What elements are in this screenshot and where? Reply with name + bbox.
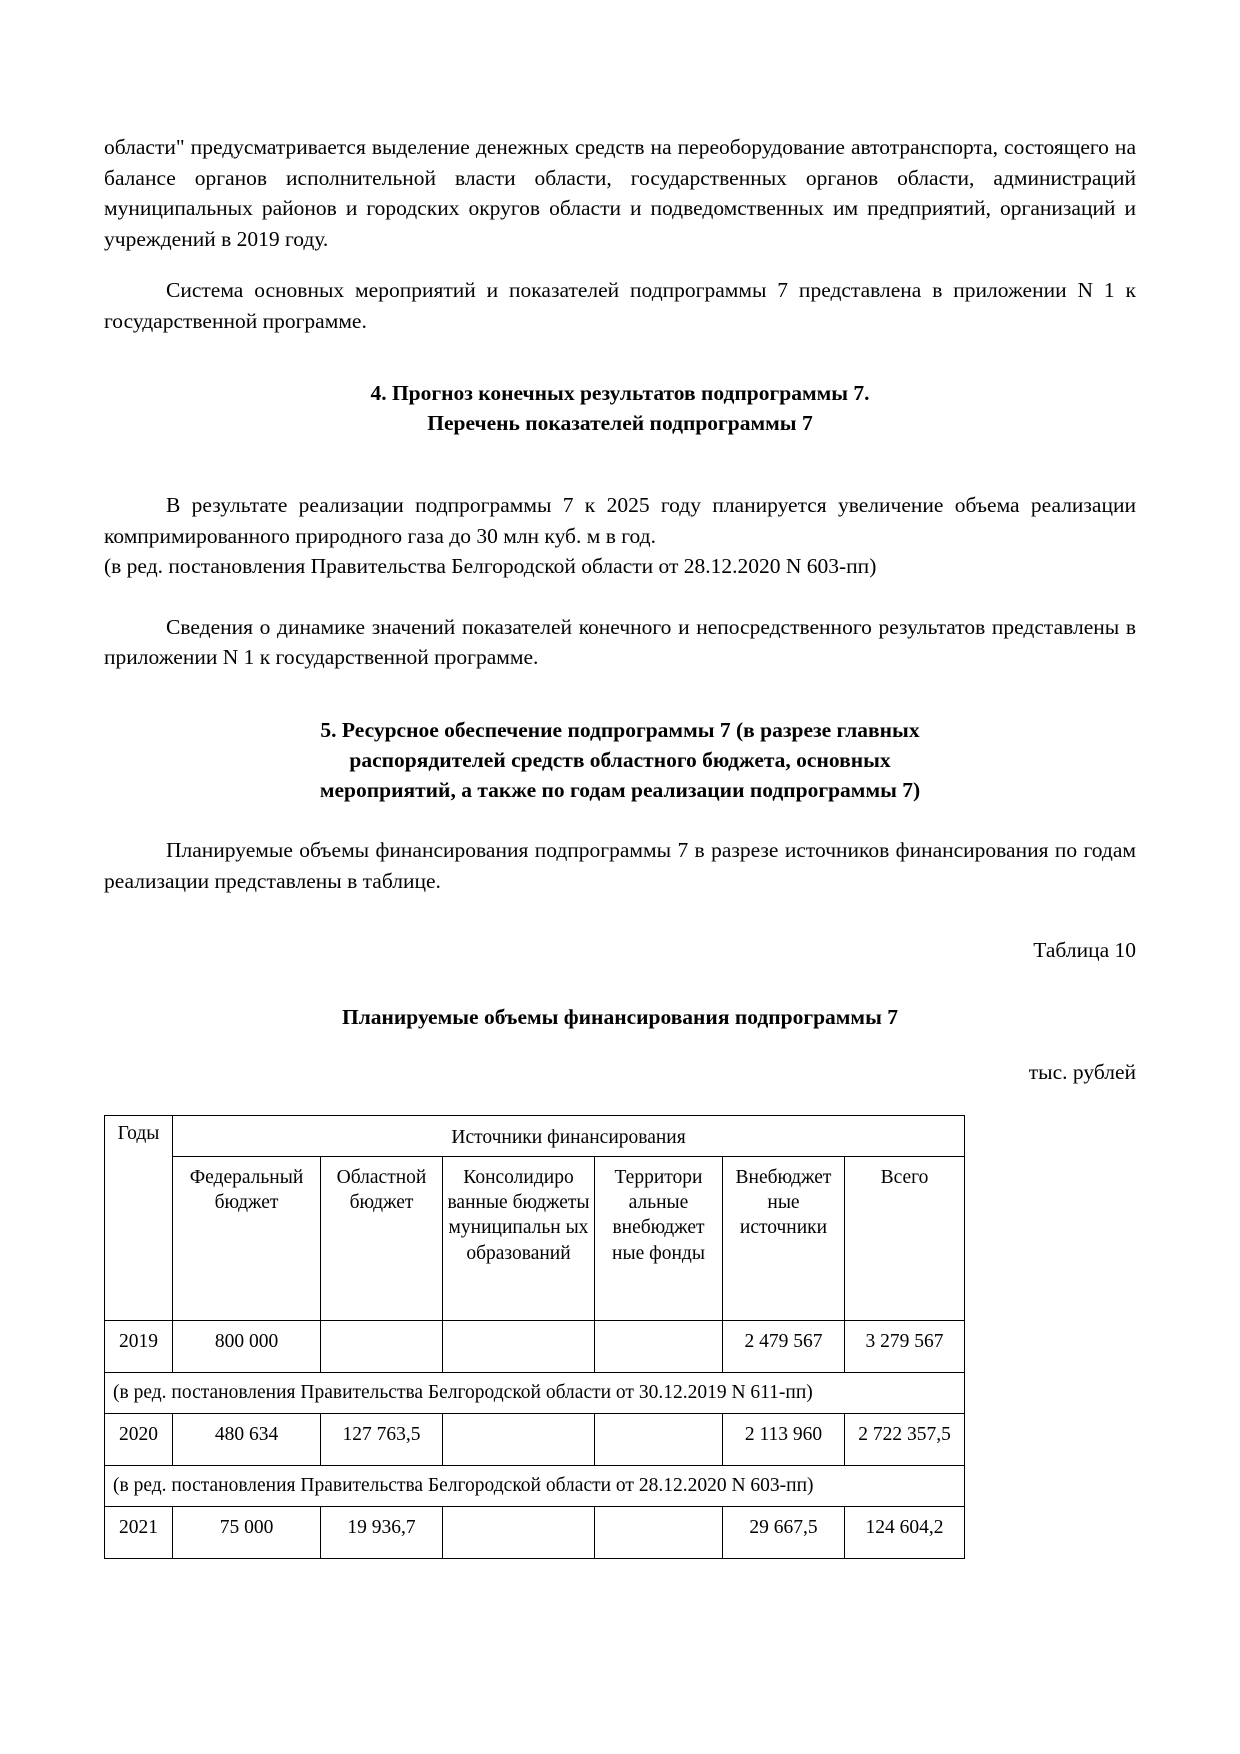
cell-municipal [443,1413,595,1465]
cell-municipal [443,1320,595,1372]
header-regional-budget: Областной бюджет [321,1156,443,1320]
section-heading-5-line-1: 5. Ресурсное обеспечение подпрограммы 7 (в разрезе главных [320,717,920,742]
table-note-row [105,1465,965,1506]
spacer [104,254,1136,275]
paragraph-system-measures: Система основных мероприятий и показателей подпрограммы 7 представлена в приложении N 1 к государственной программе. [104,278,1136,333]
spacer [104,673,1136,715]
header-extrabudget-sources: Внебюджет ные источники [723,1156,845,1320]
cell-year: 2021 [105,1506,173,1558]
cell-federal: 800 000 [173,1320,321,1372]
section-heading-5-line-2: распорядителей средств областного бюджета, основных [349,747,891,772]
cell-federal: 480 634 [173,1413,321,1465]
cell-year: 2019 [105,1320,173,1372]
cell-regional [321,1320,443,1372]
section-heading-4-line-2: Перечень показателей подпрограммы 7 [427,411,813,436]
cell-regional: 127 763,5 [321,1413,443,1465]
cell-regional: 19 936,7 [321,1506,443,1558]
spacer [104,438,1136,490]
cell-territorial [595,1506,723,1558]
table-row [105,1320,965,1372]
cell-year: 2020 [105,1413,173,1465]
paragraph-forecast-result: В результате реализации подпрограммы 7 к 2025 году планируется увеличение объема реализации компримированного природного газа до 30 млн куб. м в год. [104,493,1136,548]
paragraph-planned-volumes: Планируемые объемы финансирования подпрограммы 7 в разрезе источников финансирования по годам реализации представлены в таблице. [104,838,1136,893]
paragraph-forecast-amendment-note: (в ред. постановления Правительства Белгородской области от 28.12.2020 N 603-пп) [104,554,877,579]
financing-table [104,1115,965,1558]
cell-total: 3 279 567 [845,1320,965,1372]
header-total: Всего [845,1156,965,1320]
paragraph-continuation: области" предусматривается выделение денежных средств на переоборудование автотранспорта, состоящего на балансе органов исполнительной власти области, государственных органов области, администраций муниципальных районов и городских округов области и подведомственных им предприятий, организаций и учреждений в 2019 году. [104,135,1136,251]
section-heading-5-line-3: мероприятий, а также по годам реализации подпрограммы 7) [319,778,921,803]
table-row [105,1506,965,1558]
table-note-row [105,1372,965,1413]
table-head [105,1116,965,1320]
spacer [104,805,1136,835]
cell-amendment-note: (в ред. постановления Правительства Белгородской области от 28.12.2020 N 603-пп) [105,1465,965,1506]
table-caption: Таблица 10 [1033,938,1136,963]
table-header-row-top [105,1116,965,1156]
cell-extrabudget: 2 479 567 [723,1320,845,1372]
table-units: тыс. рублей [1028,1060,1136,1085]
cell-territorial [595,1320,723,1372]
cell-total: 124 604,2 [845,1506,965,1558]
section-heading-4 [104,378,1136,438]
cell-municipal [443,1506,595,1558]
header-territorial-funds: Территори альные внебюджет ные фонды [595,1156,723,1320]
cell-total: 2 722 357,5 [845,1413,965,1465]
header-municipal-budgets: Консолидиро ванные бюджеты муниципальн ых образований [443,1156,595,1320]
table-header-row-sub [105,1156,965,1320]
spacer [104,1030,1136,1060]
cell-extrabudget: 29 667,5 [723,1506,845,1558]
spacer [104,582,1136,612]
header-sources: Источники финансирования [173,1116,965,1156]
cell-federal: 75 000 [173,1506,321,1558]
spacer [104,963,1136,1005]
cell-territorial [595,1413,723,1465]
table-body [105,1320,965,1558]
spacer [104,1085,1136,1115]
spacer [104,896,1136,938]
header-federal-budget: Федеральный бюджет [173,1156,321,1320]
cell-amendment-note: (в ред. постановления Правительства Белгородской области от 30.12.2019 N 611-пп) [105,1372,965,1413]
section-heading-5 [104,715,1136,805]
header-years: Годы [105,1116,173,1320]
section-heading-4-line-1: 4. Прогноз конечных результатов подпрограммы 7. [370,381,870,406]
table-row [105,1413,965,1465]
spacer [104,336,1136,378]
paragraph-indicator-dynamics: Сведения о динамике значений показателей конечного и непосредственного результатов представлены в приложении N 1 к государственной программе. [104,614,1136,670]
table-title: Планируемые объемы финансирования подпрограммы 7 [341,1005,898,1030]
cell-extrabudget: 2 113 960 [723,1413,845,1465]
